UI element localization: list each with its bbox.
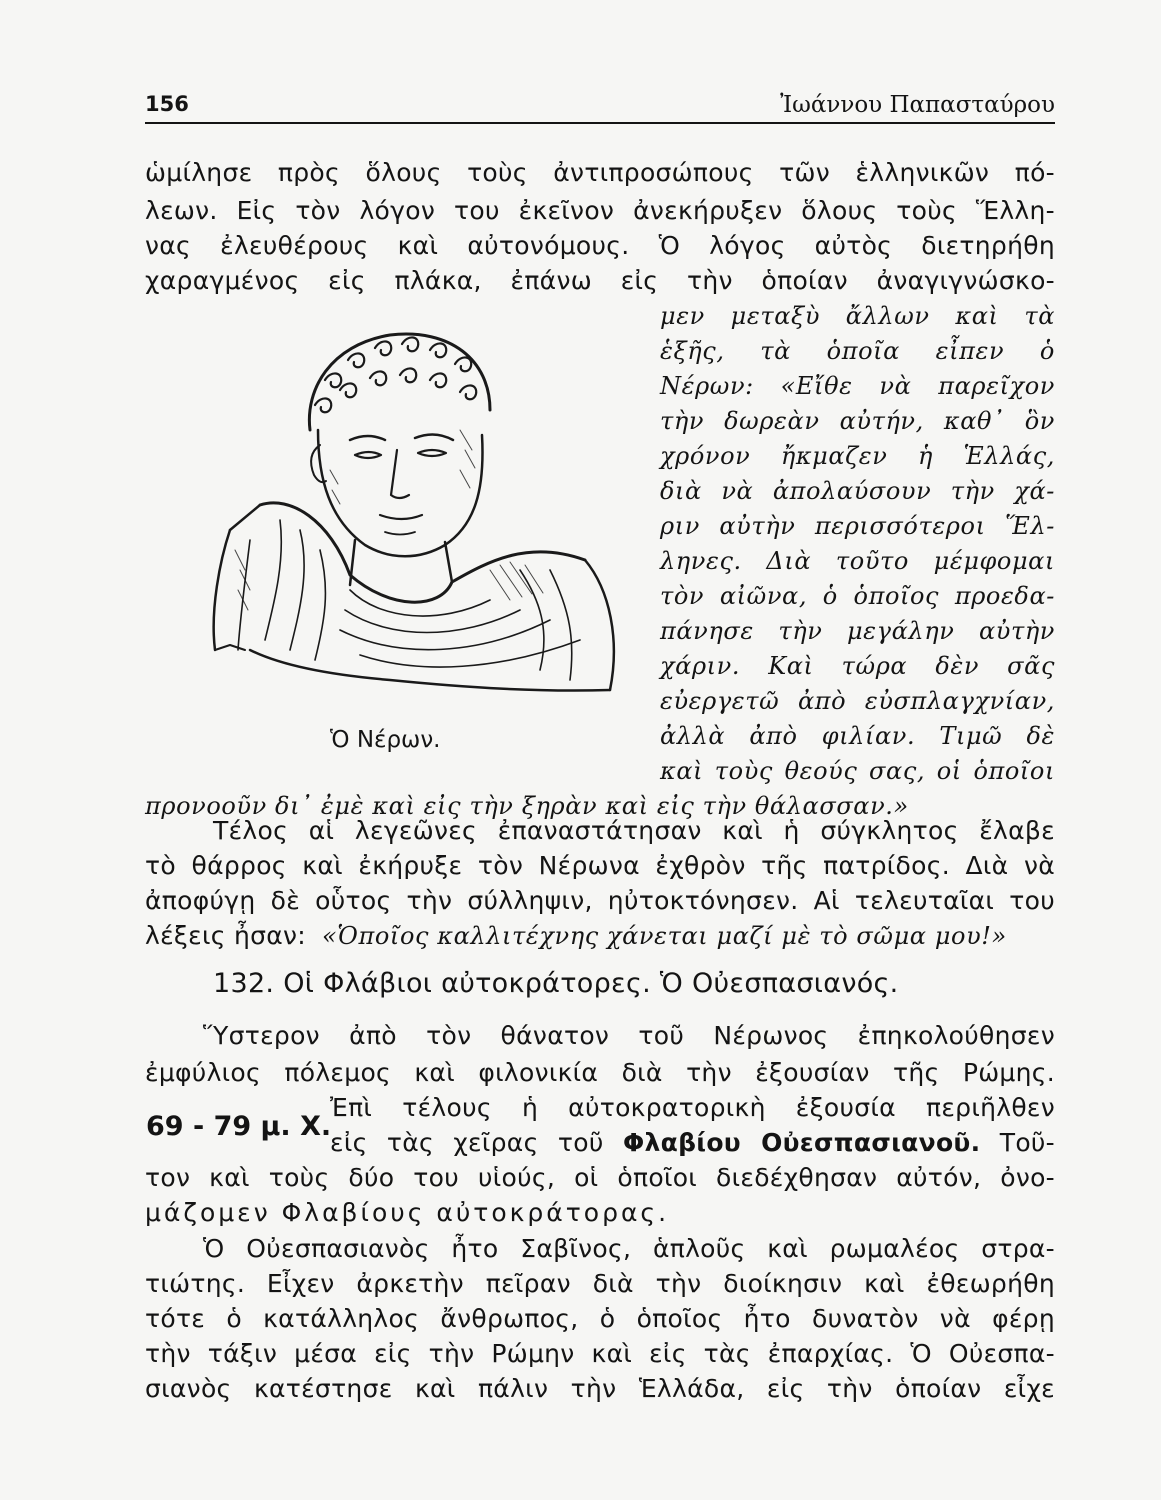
body-line: ἐμφύλιος πόλεμος καὶ φιλονικία διὰ τὴν ἐξουσίαν τῆς Ρώμης. [145,1058,1055,1087]
body-line: τὸ θάρρος καὶ ἐκήρυξε τὸν Νέρωνα ἐχθρὸν τῆς πατρίδος. Διὰ νὰ [145,851,1055,880]
quote-line: τὸν αἰῶνα, ὁ ὁποῖος προεδα- [660,582,1055,610]
body-line: σιανὸς κατέστησε καὶ πάλιν τὴν Ἑλλάδα, εἰς τὴν ὁποίαν εἶχε [145,1374,1055,1403]
margin-date-note: 69 - 79 μ. Χ. [146,1111,332,1142]
figure-caption: Ὁ Νέρων. [330,727,441,753]
final-words-quote: «Ὁποῖος καλλιτέχνης χάνεται μαζί μὲ τὸ σῶμα μου!» [322,922,1007,950]
quote-line: ληνες. Διὰ τοῦτο μέμφομαι [660,547,1055,575]
running-header [145,92,1055,124]
quote-line: ἑξῆς, τὰ ὁποῖα εἶπεν ὁ [660,337,1055,365]
body-line: ὡμίλησε πρὸς ὅλους τοὺς ἀντιπροσώπους τῶν ἑλληνικῶν πό- [145,158,1055,187]
body-line: τὴν τάξιν μέσα εἰς τὴν Ρώμην καὶ εἰς τὰς ἐπαρχίας. Ὁ Οὐεσπα- [145,1339,1055,1368]
quote-line: πάνησε τὴν μεγάλην αὐτὴν [660,617,1055,645]
bold-name-vespasian: Φλαβίου Οὐεσπασιανοῦ. [622,1128,981,1157]
body-line: μάζομεν Φλαβίους αὐτοκράτορας. [145,1198,670,1227]
body-line: τιώτης. Εἶχεν ἀρκετὴν πεῖραν διὰ τὴν διοίκησιν καὶ ἐθεωρήθη [145,1269,1055,1298]
body-line: Ἐπὶ τέλους ἡ αὐτοκρατορικὴ ἐξουσία περιῆλθεν [330,1093,1055,1122]
quote-line: διὰ νὰ ἀπολαύσουν τὴν χά- [660,477,1055,505]
body-line: τον καὶ τοὺς δύο του υἱούς, οἱ ὁποῖοι διεδέχθησαν αὐτόν, ὀνο- [145,1163,1055,1192]
body-line: Τέλος αἱ λεγεῶνες ἐπαναστάτησαν καὶ ἡ σύγκλητος ἔλαβε [213,816,1055,845]
body-line: λέξεις ἦσαν: [145,921,306,950]
line-text: Τοῦ- [980,1128,1056,1157]
section-heading: 132. Οἱ Φλάβιοι αὐτοκράτορες. Ὁ Οὐεσπασιανός. [213,968,899,999]
quote-line: χρόνον ἤκμαζεν ἡ Ἑλλάς, [660,442,1055,470]
body-line: ἀποφύγῃ δὲ οὗτος τὴν σύλληψιν, ηὐτοκτόνησεν. Αἱ τελευταῖαι του [145,886,1055,915]
quote-line: τὴν δωρεὰν αὐτήν, καθ᾽ ὃν [660,407,1055,435]
body-line: λεων. Εἰς τὸν λόγον του ἐκεῖνον ἀνεκήρυξεν ὅλους τοὺς Ἕλλη- [145,196,1055,225]
quote-line: Νέρων: «Εἴθε νὰ παρεῖχον [660,372,1055,400]
body-line: νας ἐλευθέρους καὶ αὐτονόμους. Ὁ λόγος αὐτὸς διετηρήθη [145,231,1055,260]
quote-line: εὐεργετῶ ἀπὸ εὐσπλαγχνίαν, [660,687,1055,715]
body-line: Ὕστερον ἀπὸ τὸν θάνατον τοῦ Νέρωνος ἐπηκολούθησεν [203,1021,1055,1050]
page-number: 156 [145,92,189,116]
running-head-author: Ἰωάννου Παπασταύρου [780,92,1055,118]
quote-line: μεν μεταξὺ ἄλλων καὶ τὰ [660,302,1055,330]
quote-line-last: προνοοῦν δι᾽ ἐμὲ καὶ εἰς τὴν ξηρὰν καὶ εἰς τὴν θάλασσαν.» [145,792,909,820]
quote-line: καὶ τοὺς θεούς σας, οἱ ὁποῖοι [660,757,1055,785]
body-line [330,1127,1055,1159]
quote-line: ριν αὐτὴν περισσότεροι Ἕλ- [660,512,1055,540]
body-line: Ὁ Οὐεσπασιανὸς ἦτο Σαβῖνος, ἁπλοῦς καὶ ρωμαλέος στρα- [203,1234,1055,1263]
line-text: εἰς τὰς χεῖρας τοῦ [330,1128,623,1157]
nero-bust-illustration [190,320,630,720]
body-line: χαραγμένος εἰς πλάκα, ἐπάνω εἰς τὴν ὁποίαν ἀναγιγνώσκο- [145,266,1055,295]
body-line: τότε ὁ κατάλληλος ἄνθρωπος, ὁ ὁποῖος ἦτο δυνατὸν νὰ φέρῃ [145,1304,1055,1333]
quote-line: χάριν. Καὶ τώρα δὲν σᾶς [660,652,1055,680]
quote-line: ἀλλὰ ἀπὸ φιλίαν. Τιμῶ δὲ [660,722,1055,750]
